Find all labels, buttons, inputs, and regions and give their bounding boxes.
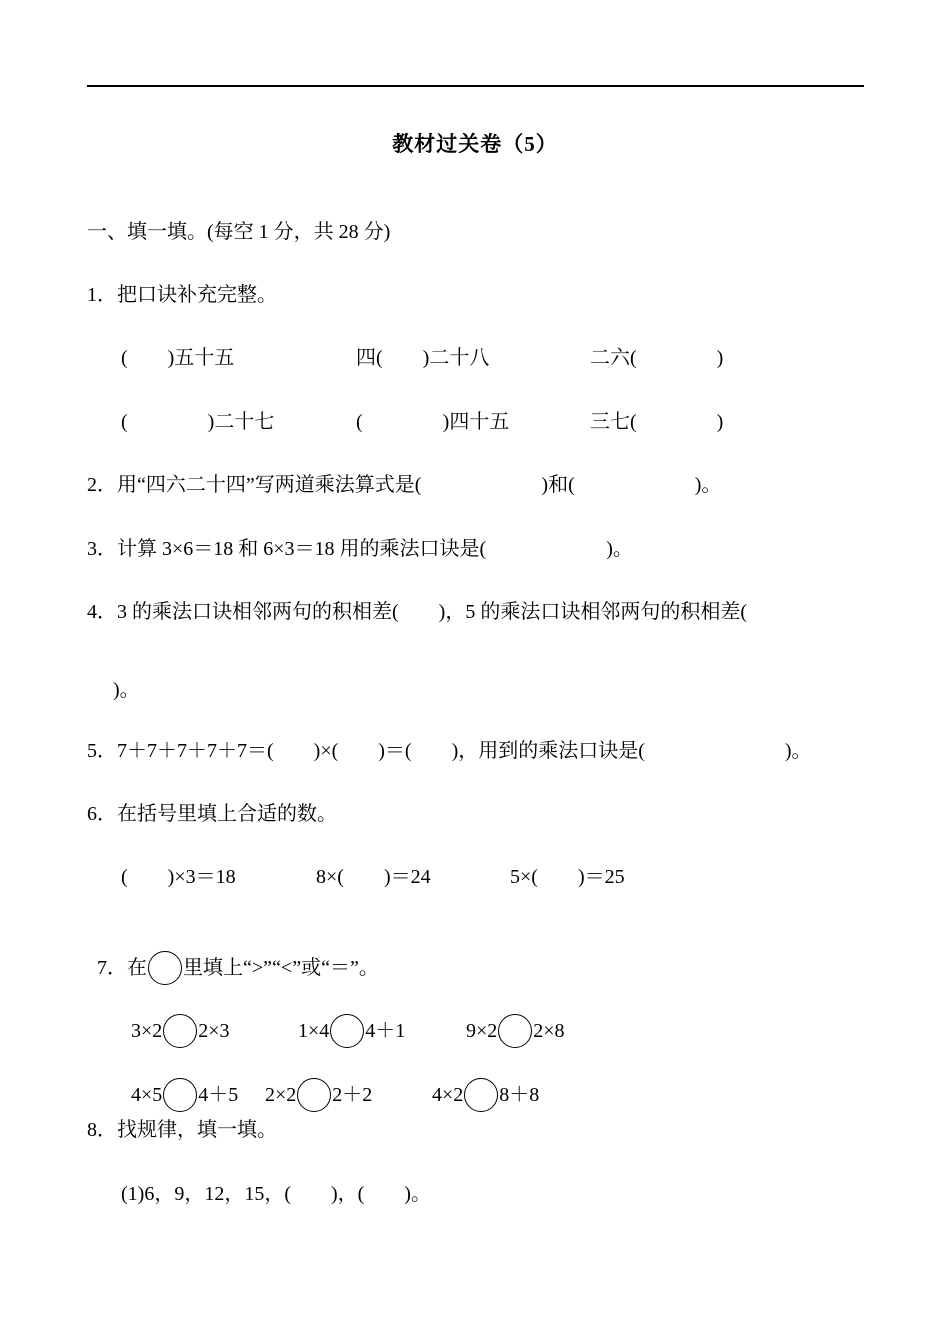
q8-sub-1: (1)6，9，12，15，( )，( )。	[121, 1183, 431, 1205]
compare-right: 2＋2	[332, 1084, 373, 1106]
question-2: 2．用“四六二十四”写两道乘法算式是( )和( )。	[87, 474, 722, 496]
compare-left: 1×4	[298, 1020, 330, 1042]
q1-item: ( )四十五	[356, 411, 510, 433]
q7-compare	[288, 989, 405, 1045]
compare-left: 2×2	[265, 1084, 297, 1106]
q1-item: 二六( )	[590, 347, 724, 369]
q7-prefix: 7．在	[97, 957, 147, 979]
compare-left: 9×2	[466, 1020, 498, 1042]
compare-left: 4×5	[131, 1084, 163, 1106]
question-6: 6．在括号里填上合适的数。	[87, 803, 337, 825]
compare-left: 4×2	[432, 1084, 464, 1106]
q7-compare	[422, 1053, 539, 1109]
question-4: 4．3 的乘法口诀相邻两句的积相差( )，5 的乘法口诀相邻两句的积相差(	[87, 601, 747, 623]
q7-compare	[121, 1053, 238, 1109]
q1-item: ( )二十七	[121, 411, 275, 433]
q1-item: 四( )二十八	[356, 347, 490, 369]
question-1: 1．把口诀补充完整。	[87, 284, 277, 306]
question-3: 3．计算 3×6＝18 和 6×3＝18 用的乘法口诀是( )。	[87, 538, 633, 560]
q7-suffix: 里填上“>”“<”或“＝”。	[183, 957, 379, 979]
compare-circle-blank[interactable]	[330, 1014, 364, 1048]
q6-item: 5×( )＝25	[510, 866, 625, 888]
compare-circle-blank[interactable]	[464, 1078, 498, 1112]
question-7	[87, 926, 379, 982]
header-rule	[87, 85, 864, 87]
question-4-continuation: )。	[113, 679, 140, 701]
compare-right: 2×3	[198, 1020, 230, 1042]
q1-item: 三七( )	[590, 411, 724, 433]
q7-compare	[255, 1053, 372, 1109]
compare-left: 3×2	[131, 1020, 163, 1042]
compare-right: 4＋1	[365, 1020, 406, 1042]
page-title: 教材过关卷（5）	[392, 132, 558, 156]
section-heading: 一、填一填。(每空 1 分，共 28 分)	[87, 221, 391, 243]
q6-item: 8×( )＝24	[316, 866, 431, 888]
compare-circle-blank[interactable]	[163, 1078, 197, 1112]
q7-compare	[121, 989, 230, 1045]
q1-item: ( )五十五	[121, 347, 235, 369]
q6-item: ( )×3＝18	[121, 866, 236, 888]
compare-circle-blank[interactable]	[297, 1078, 331, 1112]
compare-right: 2×8	[533, 1020, 565, 1042]
circle-blank-icon	[148, 951, 182, 985]
compare-circle-blank[interactable]	[163, 1014, 197, 1048]
q7-compare	[456, 989, 565, 1045]
compare-right: 4＋5	[198, 1084, 239, 1106]
compare-circle-blank[interactable]	[498, 1014, 532, 1048]
question-8: 8．找规律，填一填。	[87, 1119, 277, 1141]
question-5: 5．7＋7＋7＋7＋7＝( )×( )＝( )，用到的乘法口诀是( )。	[87, 740, 812, 762]
compare-right: 8＋8	[499, 1084, 540, 1106]
